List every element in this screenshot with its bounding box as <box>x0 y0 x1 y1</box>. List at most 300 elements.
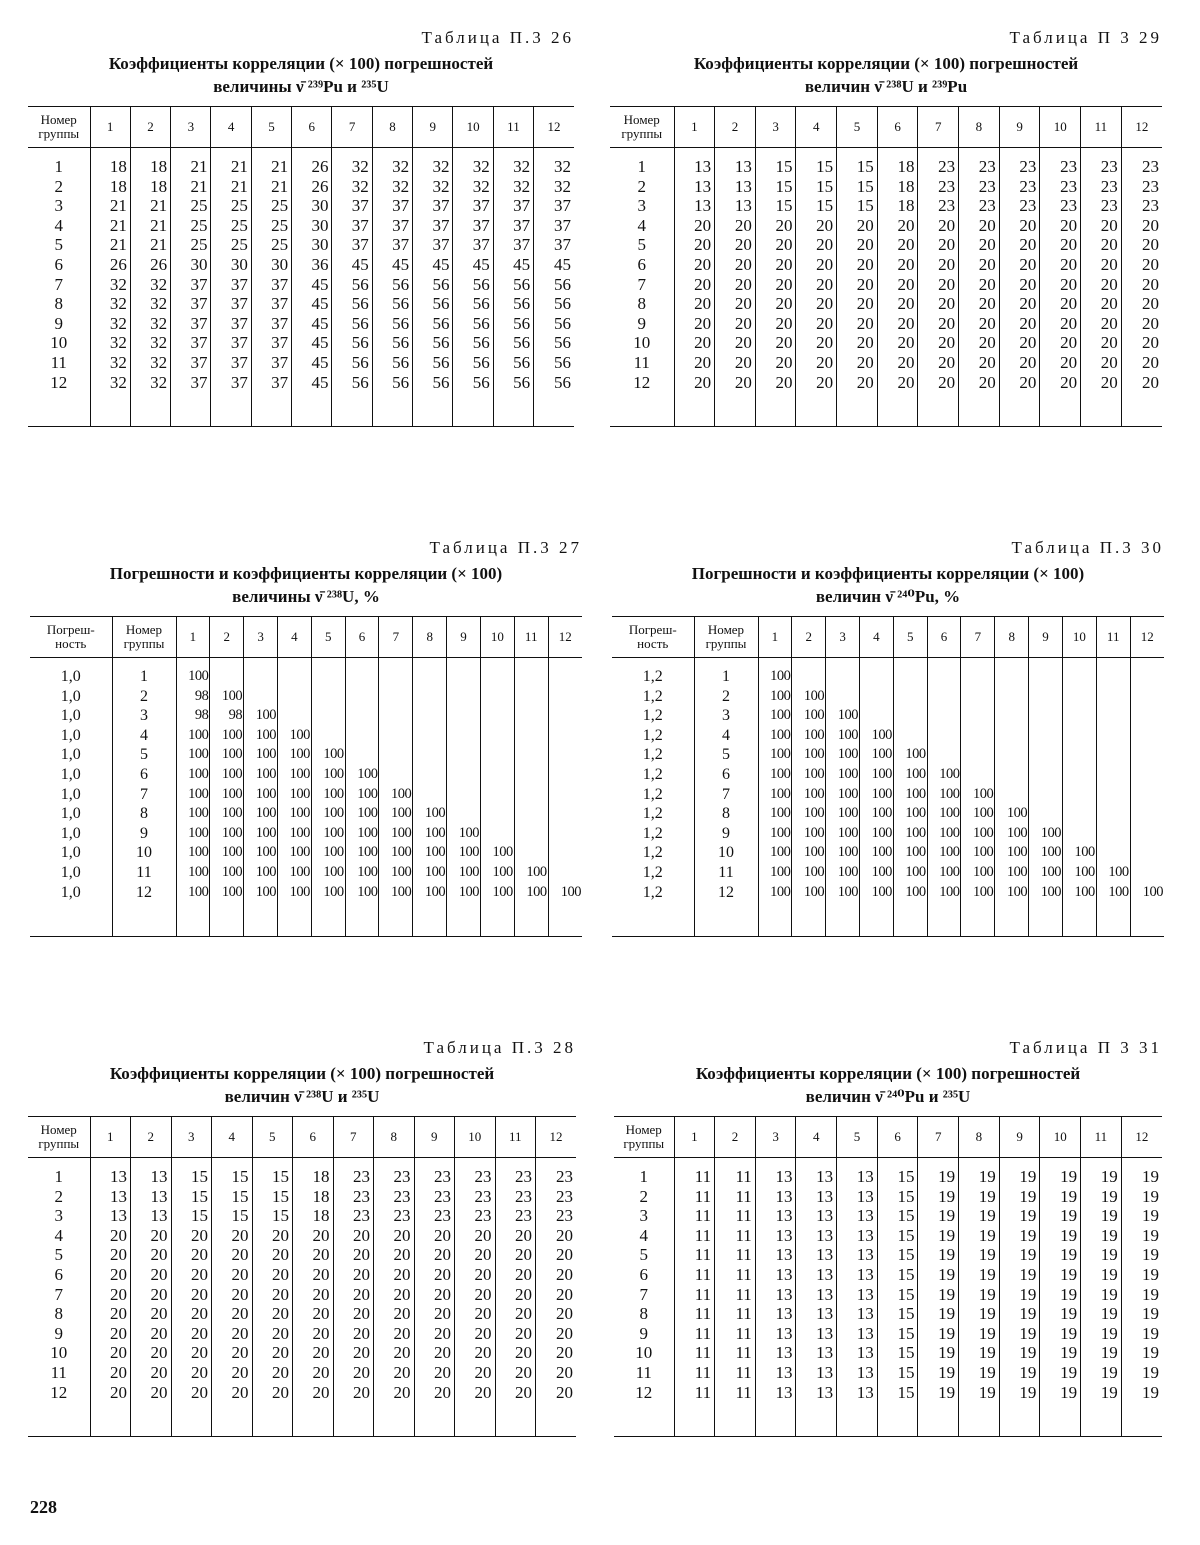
value-cell: 100 <box>210 824 244 844</box>
value-cell: 20 <box>837 216 878 236</box>
value-cell: 100 <box>244 863 278 883</box>
value-cell: 20 <box>414 1324 455 1344</box>
value-cell <box>514 667 548 687</box>
spacer-cell <box>536 1402 577 1437</box>
value-cell: 56 <box>372 294 412 314</box>
spacer-cell <box>826 658 860 668</box>
value-cell: 37 <box>453 235 493 255</box>
value-cell: 56 <box>534 353 574 373</box>
value-cell: 98 <box>176 687 210 707</box>
column-header-9: 9 <box>447 617 481 658</box>
value-cell: 100 <box>961 785 995 805</box>
table-row <box>614 1285 1162 1305</box>
value-cell: 100 <box>995 843 1029 863</box>
spacer-cell <box>495 1158 536 1168</box>
error-cell: 1,0 <box>60 883 81 901</box>
group-cell: 6 <box>637 254 646 274</box>
value-cell: 11 <box>715 1245 756 1265</box>
value-cell: 45 <box>292 373 332 393</box>
value-cell: 19 <box>959 1265 1000 1285</box>
value-cell <box>244 667 278 687</box>
value-cell <box>1130 687 1164 707</box>
value-cell <box>1062 765 1096 785</box>
error-cell: 1,0 <box>60 805 81 823</box>
value-cell <box>345 667 379 687</box>
value-cell <box>548 706 582 726</box>
value-cell <box>1029 687 1063 707</box>
value-cell <box>859 706 893 726</box>
value-cell: 100 <box>1029 883 1063 903</box>
group-cell: 12 <box>50 372 68 392</box>
spacer-cell <box>1029 658 1063 668</box>
spacer-cell <box>796 148 837 158</box>
value-cell: 23 <box>959 196 1000 216</box>
group-cell: 2 <box>112 687 176 707</box>
table-row <box>30 687 582 707</box>
value-cell: 56 <box>493 314 533 334</box>
table-row <box>614 1265 1162 1285</box>
value-cell: 11 <box>674 1265 715 1285</box>
column-header-11: 11 <box>493 107 533 148</box>
value-cell: 19 <box>918 1363 959 1383</box>
spacer-cell <box>694 902 758 937</box>
value-cell: 100 <box>413 843 447 863</box>
title-line-1: Коэффициенты корреляции (× 100) погрешностей <box>693 54 1079 73</box>
value-cell <box>277 706 311 726</box>
value-cell: 20 <box>333 1383 374 1403</box>
value-cell <box>1029 667 1063 687</box>
value-cell: 19 <box>1081 1304 1122 1324</box>
value-cell <box>927 726 961 746</box>
error-cell: 1,2 <box>642 687 663 705</box>
value-cell: 25 <box>211 196 251 216</box>
value-cell: 32 <box>130 275 170 295</box>
value-cell: 19 <box>1121 1343 1162 1363</box>
data-table <box>28 106 574 427</box>
value-cell: 18 <box>130 177 170 197</box>
spacer-cell <box>455 1402 496 1437</box>
value-cell: 15 <box>877 1226 918 1246</box>
value-cell: 100 <box>413 824 447 844</box>
value-cell: 20 <box>1040 353 1081 373</box>
group-cell: 8 <box>639 1304 648 1324</box>
value-cell: 100 <box>927 843 961 863</box>
column-header-7: 7 <box>918 1117 959 1158</box>
spacer-cell <box>1121 148 1162 158</box>
value-cell: 13 <box>715 196 756 216</box>
value-cell: 23 <box>1040 157 1081 177</box>
value-cell: 18 <box>293 1206 334 1226</box>
value-cell: 100 <box>893 785 927 805</box>
value-cell: 11 <box>674 1206 715 1226</box>
spacer-cell <box>755 148 796 158</box>
value-cell: 56 <box>534 333 574 353</box>
value-cell: 20 <box>333 1285 374 1305</box>
value-cell <box>1096 687 1130 707</box>
spacer-cell <box>28 1402 90 1437</box>
table-row <box>28 314 574 334</box>
value-cell: 100 <box>277 804 311 824</box>
value-cell <box>413 667 447 687</box>
column-header-12: 12 <box>534 107 574 148</box>
value-cell: 37 <box>171 294 211 314</box>
value-cell: 20 <box>90 1285 131 1305</box>
value-cell: 100 <box>792 745 826 765</box>
value-cell <box>413 745 447 765</box>
value-cell: 56 <box>413 353 453 373</box>
value-cell: 20 <box>1040 235 1081 255</box>
spacer-cell <box>131 1158 172 1168</box>
value-cell: 100 <box>893 843 927 863</box>
value-cell: 100 <box>961 843 995 863</box>
value-cell: 19 <box>1081 1167 1122 1187</box>
table-row <box>28 1167 576 1187</box>
value-cell: 11 <box>674 1383 715 1403</box>
value-cell: 19 <box>959 1324 1000 1344</box>
spacer-cell <box>414 1402 455 1437</box>
value-cell: 23 <box>959 157 1000 177</box>
spacer-cell <box>758 902 792 937</box>
spacer-cell <box>212 1158 253 1168</box>
value-cell: 20 <box>837 294 878 314</box>
value-cell: 100 <box>826 745 860 765</box>
value-cell: 20 <box>796 275 837 295</box>
value-cell: 20 <box>333 1363 374 1383</box>
value-cell: 20 <box>1081 216 1122 236</box>
value-cell: 19 <box>1121 1285 1162 1305</box>
table-row <box>28 177 574 197</box>
value-cell: 19 <box>1040 1245 1081 1265</box>
header-row <box>28 107 574 148</box>
value-cell: 100 <box>995 804 1029 824</box>
value-cell: 15 <box>877 1187 918 1207</box>
spacer-cell <box>447 902 481 937</box>
value-cell: 15 <box>837 157 878 177</box>
value-cell <box>379 706 413 726</box>
column-header-8: 8 <box>995 617 1029 658</box>
spacer-cell <box>961 902 995 937</box>
value-cell <box>859 687 893 707</box>
value-cell: 100 <box>345 843 379 863</box>
spacer-cell <box>859 902 893 937</box>
title-line-1: Погрешности и коэффициенты корреляции (× 100) <box>691 564 1085 583</box>
value-cell <box>548 863 582 883</box>
value-cell: 100 <box>244 804 278 824</box>
value-cell: 100 <box>792 687 826 707</box>
spacer-cell <box>171 148 211 158</box>
value-cell: 20 <box>796 373 837 393</box>
value-cell: 23 <box>414 1167 455 1187</box>
value-cell: 20 <box>333 1343 374 1363</box>
value-cell: 11 <box>674 1245 715 1265</box>
value-cell: 32 <box>90 353 130 373</box>
value-cell: 32 <box>493 157 533 177</box>
value-cell: 100 <box>480 883 514 903</box>
value-cell: 11 <box>674 1167 715 1187</box>
value-cell: 37 <box>211 294 251 314</box>
value-cell: 23 <box>1121 177 1162 197</box>
value-cell: 20 <box>918 373 959 393</box>
spacer-cell <box>758 658 792 668</box>
value-cell: 100 <box>927 785 961 805</box>
value-cell: 13 <box>796 1187 837 1207</box>
column-header-11: 11 <box>1096 617 1130 658</box>
table-row <box>614 1363 1162 1383</box>
value-cell: 37 <box>453 196 493 216</box>
value-cell <box>1029 706 1063 726</box>
column-header-9: 9 <box>1029 617 1063 658</box>
spacer-cell <box>379 902 413 937</box>
value-cell: 30 <box>171 255 211 275</box>
title-line-2: величин ν̄ ²³⁸U и ²³⁵U <box>224 1087 380 1106</box>
value-cell: 13 <box>755 1324 796 1344</box>
value-cell: 20 <box>1081 294 1122 314</box>
value-cell: 19 <box>999 1343 1040 1363</box>
group-cell: 5 <box>639 1245 648 1265</box>
value-cell: 100 <box>859 785 893 805</box>
value-cell: 19 <box>1121 1383 1162 1403</box>
value-cell: 56 <box>413 314 453 334</box>
value-cell: 23 <box>455 1167 496 1187</box>
value-cell: 20 <box>333 1265 374 1285</box>
value-cell: 19 <box>959 1187 1000 1207</box>
spacer-row <box>610 148 1162 158</box>
value-cell: 100 <box>345 883 379 903</box>
table-title <box>30 562 582 608</box>
value-cell: 11 <box>715 1343 756 1363</box>
group-header: Номер группы <box>28 107 90 148</box>
value-cell: 19 <box>918 1226 959 1246</box>
value-cell: 19 <box>1081 1363 1122 1383</box>
value-cell: 32 <box>130 333 170 353</box>
table-row <box>30 765 582 785</box>
value-cell: 15 <box>755 177 796 197</box>
value-cell: 32 <box>130 314 170 334</box>
error-cell: 1,0 <box>60 668 81 685</box>
value-cell: 13 <box>837 1245 878 1265</box>
value-cell: 45 <box>332 255 372 275</box>
table-row <box>610 157 1162 177</box>
value-cell: 19 <box>918 1245 959 1265</box>
value-cell: 15 <box>755 196 796 216</box>
value-cell: 100 <box>1029 824 1063 844</box>
value-cell: 25 <box>171 235 211 255</box>
value-cell: 19 <box>1081 1383 1122 1403</box>
table-row <box>28 1226 576 1246</box>
value-cell: 13 <box>755 1343 796 1363</box>
value-cell: 26 <box>90 255 130 275</box>
value-cell: 100 <box>379 843 413 863</box>
value-cell: 20 <box>455 1285 496 1305</box>
value-cell: 19 <box>1081 1265 1122 1285</box>
value-cell: 20 <box>536 1343 577 1363</box>
table-row <box>610 235 1162 255</box>
value-cell: 100 <box>311 745 345 765</box>
value-cell: 20 <box>374 1304 415 1324</box>
spacer-row <box>612 658 1164 668</box>
table-row <box>612 687 1164 707</box>
value-cell: 56 <box>493 353 533 373</box>
value-cell: 37 <box>372 235 412 255</box>
value-cell: 20 <box>495 1265 536 1285</box>
spacer-cell <box>90 392 130 427</box>
value-cell: 23 <box>1081 177 1122 197</box>
value-cell: 100 <box>758 843 792 863</box>
value-cell: 100 <box>210 785 244 805</box>
spacer-cell <box>211 148 251 158</box>
value-cell: 18 <box>293 1167 334 1187</box>
spacer-cell <box>453 148 493 158</box>
value-cell: 19 <box>1040 1383 1081 1403</box>
spacer-cell <box>959 1158 1000 1168</box>
value-cell: 21 <box>90 196 130 216</box>
value-cell: 18 <box>877 196 918 216</box>
value-cell: 15 <box>877 1343 918 1363</box>
value-cell: 19 <box>918 1285 959 1305</box>
value-cell: 20 <box>131 1383 172 1403</box>
value-cell: 19 <box>1040 1285 1081 1305</box>
value-cell: 26 <box>292 177 332 197</box>
column-header-3: 3 <box>244 617 278 658</box>
value-cell: 20 <box>674 255 715 275</box>
group-cell: 10 <box>635 1343 653 1363</box>
spacer-cell <box>837 148 878 158</box>
value-cell <box>413 687 447 707</box>
group-cell: 3 <box>54 1206 63 1226</box>
error-cell: 1,2 <box>642 844 663 862</box>
value-cell: 11 <box>715 1265 756 1285</box>
value-cell: 20 <box>414 1383 455 1403</box>
value-cell <box>1096 785 1130 805</box>
value-cell: 13 <box>755 1265 796 1285</box>
value-cell: 37 <box>251 275 291 295</box>
value-cell: 100 <box>961 824 995 844</box>
title-line-1: Коэффициенты корреляции (× 100) погрешностей <box>108 54 494 73</box>
value-cell: 100 <box>758 745 792 765</box>
table-number: Таблица П 3 31 <box>1009 1038 1162 1057</box>
value-cell: 100 <box>210 863 244 883</box>
value-cell: 100 <box>244 745 278 765</box>
group-cell: 2 <box>54 1186 63 1206</box>
value-cell: 37 <box>171 314 211 334</box>
value-cell: 20 <box>536 1383 577 1403</box>
table-row <box>28 1343 576 1363</box>
value-cell: 20 <box>212 1363 253 1383</box>
value-cell: 13 <box>837 1206 878 1226</box>
value-cell: 100 <box>548 883 582 903</box>
value-cell <box>447 706 481 726</box>
value-cell: 100 <box>758 863 792 883</box>
value-cell: 20 <box>999 353 1040 373</box>
spacer-cell <box>28 1158 90 1168</box>
spacer-cell <box>277 902 311 937</box>
column-header-7: 7 <box>332 107 372 148</box>
column-header-1: 1 <box>758 617 792 658</box>
value-cell: 100 <box>961 804 995 824</box>
value-cell <box>345 687 379 707</box>
spacer-cell <box>614 1402 674 1437</box>
value-cell: 19 <box>999 1245 1040 1265</box>
value-cell: 56 <box>372 314 412 334</box>
group-cell: 3 <box>54 196 63 216</box>
group-cell: 2 <box>639 1186 648 1206</box>
value-cell: 20 <box>252 1265 293 1285</box>
value-cell: 20 <box>796 353 837 373</box>
value-cell: 13 <box>796 1285 837 1305</box>
error-cell: 1,2 <box>642 668 663 685</box>
spacer-cell <box>826 902 860 937</box>
value-cell <box>1096 726 1130 746</box>
value-cell: 37 <box>251 333 291 353</box>
table-number: Таблица П.3 26 <box>421 28 574 47</box>
value-cell: 19 <box>999 1304 1040 1324</box>
column-header-4: 4 <box>211 107 251 148</box>
value-cell: 100 <box>345 765 379 785</box>
value-cell: 100 <box>826 726 860 746</box>
value-cell: 20 <box>959 275 1000 295</box>
value-cell <box>1096 765 1130 785</box>
value-cell: 20 <box>252 1383 293 1403</box>
column-header-3: 3 <box>755 107 796 148</box>
group-cell: 7 <box>54 274 63 294</box>
value-cell: 100 <box>826 863 860 883</box>
value-cell: 20 <box>1040 275 1081 295</box>
table-title <box>28 52 574 98</box>
value-cell: 56 <box>453 314 493 334</box>
group-cell: 4 <box>54 215 63 235</box>
value-cell <box>893 726 927 746</box>
spacer-cell <box>755 1158 796 1168</box>
column-header-4: 4 <box>796 107 837 148</box>
value-cell: 32 <box>130 373 170 393</box>
value-cell: 56 <box>453 353 493 373</box>
table-row <box>610 353 1162 373</box>
value-cell: 20 <box>877 255 918 275</box>
value-cell: 20 <box>918 235 959 255</box>
value-cell: 23 <box>536 1187 577 1207</box>
value-cell: 100 <box>311 824 345 844</box>
value-cell <box>1096 824 1130 844</box>
value-cell <box>514 765 548 785</box>
header-row <box>614 1117 1162 1158</box>
value-cell: 15 <box>252 1187 293 1207</box>
value-cell: 20 <box>959 353 1000 373</box>
value-cell: 11 <box>715 1167 756 1187</box>
value-cell: 20 <box>837 275 878 295</box>
value-cell: 23 <box>1121 196 1162 216</box>
column-header-1: 1 <box>90 1117 131 1158</box>
value-cell: 23 <box>374 1167 415 1187</box>
value-cell: 19 <box>1121 1187 1162 1207</box>
value-cell: 23 <box>374 1187 415 1207</box>
column-header-2: 2 <box>715 1117 756 1158</box>
value-cell: 13 <box>755 1206 796 1226</box>
table-row <box>614 1383 1162 1403</box>
value-cell: 100 <box>311 863 345 883</box>
value-cell: 20 <box>715 235 756 255</box>
value-cell: 100 <box>859 824 893 844</box>
error-cell: 1,2 <box>642 805 663 823</box>
value-cell: 20 <box>715 333 756 353</box>
value-cell: 19 <box>1040 1167 1081 1187</box>
value-cell: 56 <box>332 314 372 334</box>
value-cell: 100 <box>210 726 244 746</box>
value-cell: 100 <box>758 765 792 785</box>
error-cell: 1,2 <box>642 824 663 842</box>
value-cell <box>447 667 481 687</box>
title-line-2: величины ν̄ ²³⁸U, % <box>232 587 380 606</box>
spacer-cell <box>715 1158 756 1168</box>
